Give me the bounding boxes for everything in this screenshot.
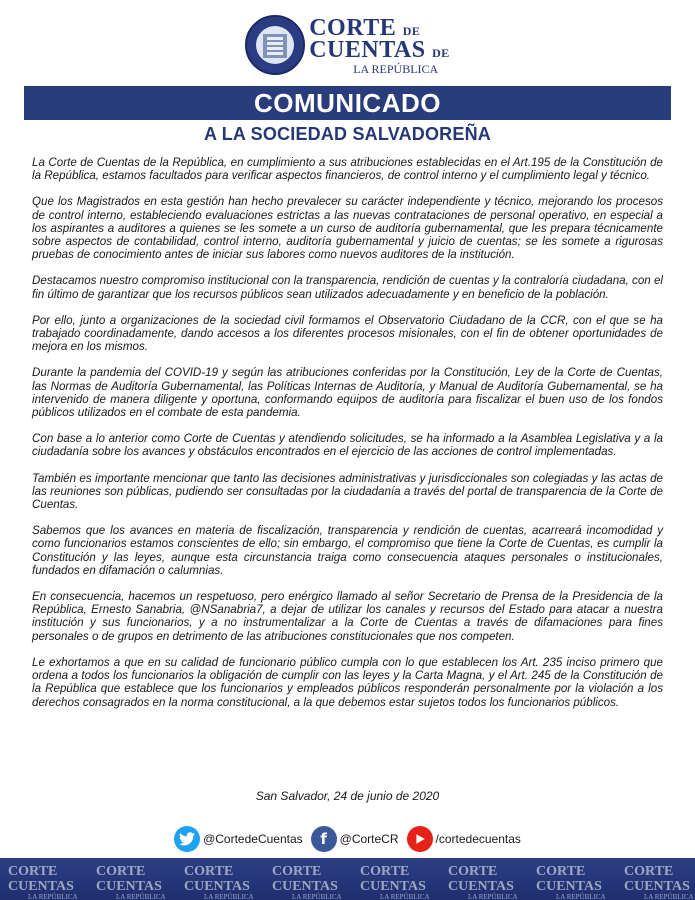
footer-wordmark: CORTE CUENTAS LA REPÚBLICA: [8, 864, 78, 900]
twitter-handle: @CortedeCuentas: [203, 832, 303, 846]
paragraph-4: Por ello, junto a organizaciones de la sociedad civil formamos el Observatorio Ciudadano de la CCR, con el que se ha trabajado coordinadamente, dando accesos a los diferentes procesos misionales, con el fin de obtener oportunidades de mejora en los mismos.: [32, 313, 663, 354]
paragraph-3: Destacamos nuestro compromiso institucional con la transparencia, rendición de cuentas y la contraloría ciudadana, con el fin último de garantizar que los recursos públicos sean utilizados adecuadamente y en beneficio de la población.: [32, 274, 663, 301]
paragraph-5: Durante la pandemia del COVID-19 y según las atribuciones conferidas por la Constitución, Ley de la Corte de Cuentas, las Normas de Auditoría Gubernamental, las Políticas Internas de Auditoría, y Manual de Auditoría Gubernamental, se ha intervenido de manera diligente y oportuna, conformando equipos de auditoría para fiscalizar el buen uso de los fondos públicos utilizados en el combate de esta pandemia.: [32, 366, 663, 420]
paragraph-8: Sabemos que los avances en materia de fiscalización, transparencia y rendición de cuentas, acarreará incomodidad y como funcionarios estamos conscientes de ello; sin embargo, el compromiso que tiene la Corte de Cuentas, es cumplir la Constitución y las leyes, aunque esta circunstancia traiga como consecuencia ataques personales o institucionales, fundados en difamación o calumnias.: [32, 524, 663, 577]
brand-word-cuentas: CUENTAS: [309, 36, 426, 63]
social-facebook[interactable]: [311, 826, 399, 852]
youtube-icon: [407, 826, 433, 852]
paragraph-7: También es importante mencionar que tanto las decisiones administrativas y jurisdiccionales son colegiadas y las actas de las reuniones son públicas, pudiendo ser consultadas por la ciudadanía a través del portal de transparencia de la Corte de Cuentas.: [32, 471, 663, 512]
brand-de-1: DE: [402, 23, 421, 38]
facebook-icon: f: [311, 826, 337, 852]
brand-de-2: DE: [432, 45, 450, 60]
footer-wordmark: CORTE CUENTAS LA REPÚBLICA: [184, 864, 254, 900]
social-youtube[interactable]: [407, 826, 521, 852]
youtube-handle: /cortedecuentas: [435, 832, 521, 846]
header-logo: [0, 14, 695, 76]
paragraph-1: La Corte de Cuentas de la República, en cumplimiento a sus atribuciones establecidas en el Art.195 de la Constitución de la República, estamos facultados para verificar aspectos financieros, de control interno y el cumplimiento legal y técnico.: [32, 156, 663, 183]
twitter-icon: [174, 826, 200, 852]
footer-wordmark: CORTE CUENTAS LA REPÚBLICA: [536, 864, 606, 900]
date-line: San Salvador, 24 de junio de 2020: [255, 789, 440, 803]
page-title: COMUNICADO: [254, 87, 441, 118]
brand-word-republica: LA REPÚBLICA: [353, 61, 439, 76]
paragraph-9: En consecuencia, hacemos un respetuoso, pero enérgico llamado al señor Secretario de Prensa de la Presidencia de la República, Ernesto Sanabria, @NSanabria7, a dejar de utilizar los canales y recursos del Estado para atacar a nuestra institución y sus funcionarios, y a no instrumentalizar a la Corte de Cuentas a través de difamaciones para fines personales o de grupos en detrimento de las atribuciones constitucionales que nos competen.: [32, 590, 663, 643]
footer-band: [0, 858, 695, 900]
page-subtitle: A LA SOCIEDAD SALVADOREÑA: [203, 124, 491, 144]
paragraph-2: Que los Magistrados en esta gestión han hecho prevalecer su carácter independiente y técnico, mejorando los procesos de control interno, estableciendo evaluaciones estrictas a las nuevas contrataciones de personal operativo, en especial a los aspirantes a auditores a quienes se les somete a un curso de auditoría gubernamental, que les prepara técnicamente sobre aspectos de contabilidad, control interno, auditoría gubernamental y juicio de cuentas; se les somete a rigurosas pruebas de conocimiento antes de iniciar sus labores como nuevos auditores de la institución.: [32, 195, 663, 262]
social-twitter[interactable]: [174, 826, 303, 852]
seal-emblem-icon: [245, 15, 305, 75]
paragraph-6: Con base a lo anterior como Corte de Cuentas y atendiendo solicitudes, se ha informado a la Asamblea Legislativa y a la ciudadanía sobre los avances y obstáculos encontrados en el ejercicio de las acciones de control implementadas.: [32, 432, 663, 459]
facebook-handle: @CorteCR: [339, 832, 399, 846]
footer-wordmark: CORTE CUENTAS LA REPÚBLICA: [360, 864, 430, 900]
brand-wordmark: [309, 16, 450, 75]
brand-word-corte: CORTE: [309, 14, 397, 41]
footer-wordmark: CORTE CUENTAS LA REPÚBLICA: [448, 864, 518, 900]
title-banner: [24, 86, 671, 120]
footer-wordmark: CORTE CUENTAS LA REPÚBLICA: [624, 864, 694, 900]
paragraph-10: Le exhortamos a que en su calidad de funcionario público cumpla con lo que establecen los Art. 235 inciso primero que ordena a todos los funcionarios la obligación de cumplir con las leyes y la Carta Magna, y el Art. 245 de la Constitución de la República que establece que los funcionarios y empleados públicos responderán personalmente por la violación a los derechos consagrados en la norma constitucional, a la que debemos estar sujetos todos los funcionarios públicos.: [32, 655, 663, 709]
social-row: [0, 826, 695, 852]
footer-wordmark: CORTE CUENTAS LA REPÚBLICA: [272, 864, 342, 900]
statement-body: [32, 156, 663, 722]
footer-wordmark: CORTE CUENTAS LA REPÚBLICA: [96, 864, 166, 900]
